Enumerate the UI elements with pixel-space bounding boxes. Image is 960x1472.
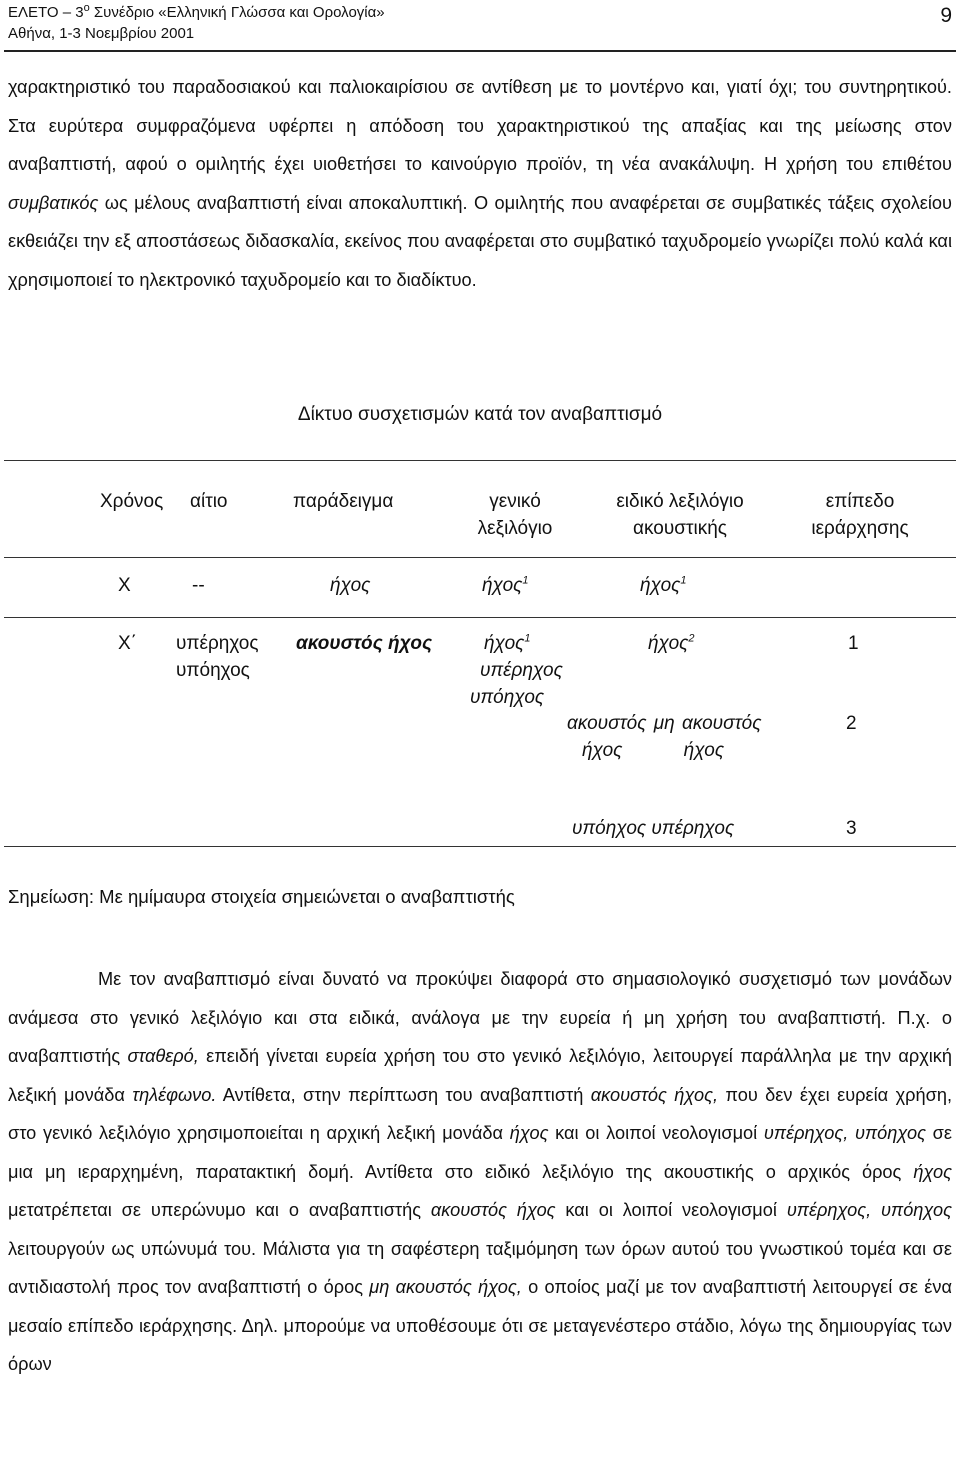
header-divider	[4, 50, 956, 52]
row-x2-special-2b: ήχος ήχος	[582, 740, 725, 761]
col-header-special-line2: ακουστικής	[633, 518, 727, 539]
row-x2-general	[470, 630, 563, 711]
row-x2-general-1: ήχος$^1$	[484, 632, 531, 654]
row-x2-level-2: 2	[846, 713, 857, 734]
row-x2-general-3: υπόηχος	[470, 687, 545, 708]
col-header-general-line1: γενικό	[489, 491, 541, 512]
row-x2-time: Χ΄	[118, 633, 137, 654]
table-header-rule	[4, 557, 956, 558]
row-x2-example: ακουστός ήχος	[296, 633, 433, 654]
col-header-level-line2: ιεράρχησης	[811, 518, 909, 539]
table-row-rule	[4, 617, 956, 618]
row-x2-level-1: 1	[848, 633, 859, 654]
page-number: 9	[940, 4, 952, 27]
col-header-time: Χρόνος	[100, 491, 164, 512]
conference-title: ΕΛΕΤΟ – $3^o$ Συνέδριο «Ελληνική Γλώσσα και Ορολογία»	[8, 2, 385, 21]
paragraph-2: Με τον αναβαπτισμό είναι δυνατό να προκύψει διαφορά στο σημασιολογικό συσχετισμό των μονάδων ανάμεσα στο γενικό λεξιλόγιο και στα ειδικά, ανάλογα με την ευρεία ή μη χρήση του αναβαπτιστή. Π.χ. ο αναβαπτιστής σταθερό, επειδή γίνεται ευρεία χρήση του στο γενικό λεξιλόγιο, λειτουργεί παράλληλα με την αρχική λεξική μονάδα τηλέφωνο. Αντίθετα, στην περίπτωση του αναβαπτιστή ακουστός ήχος, που δεν έχει ευρεία χρήση, στο γενικό λεξιλόγιο χρησιμοποιείται η αρχική λεξική μονάδα ήχος και οι λοιποί νεολογισμοί υπέρηχος, υπόηχος σε μια μη ιεραρχημένη, παρατακτική δομή. Αντίθετα στο ειδικό λεξιλόγιο της ακουστικής ο αρχικός όρος ήχος μετατρέπεται σε υπερώνυμο και ο αναβαπτιστής ακουστός ήχος και οι λοιποί νεολογισμοί υπέρηχος, υπόηχος λειτουργούν ως υπώνυμά του. Μάλιστα για τη σαφέστερη ταξιμόμηση των όρων αυτού του γνωστικού τομέα και σε αντιδιαστολή προς τον αναβαπτιστή ο όρος μη ακουστός ήχος, ο οποίος μαζί με τον αναβαπτιστή λειτουργεί σε ένα μεσαίο επίπεδο ιεράρχησης. Δηλ. μπορούμε να υποθέσουμε ότι σε μεταγενέστερο στάδιο, λόγω της δημιουργίας των όρων	[8, 969, 952, 1374]
col-header-example: παράδειγμα	[293, 491, 394, 512]
col-header-special	[592, 488, 768, 542]
row-x2-cause-2: υπόηχος	[176, 660, 250, 681]
row-x2-general-2: υπέρηχος	[480, 660, 563, 681]
row-x2-cause	[176, 630, 259, 684]
row-x-special: ήχος$^1$	[640, 574, 687, 596]
network-title: Δίκτυο συσχετισμών κατά τον αναβαπτισμό	[297, 404, 663, 425]
row-x-time: Χ	[118, 575, 131, 596]
col-header-cause: αίτιο	[190, 491, 228, 512]
col-header-special-line1: ειδικό λεξιλόγιο	[616, 491, 744, 512]
col-header-general-line2: λεξιλόγιο	[477, 518, 553, 539]
row-x-general: ήχος$^1$	[482, 574, 529, 596]
row-x2-special-2a: ακουστός μη ακουστός	[567, 713, 762, 734]
table-bottom-rule	[4, 846, 956, 847]
running-header	[8, 2, 385, 44]
paragraph-1: χαρακτηριστικό του παραδοσιακού και παλιοκαιρίσιου σε αντίθεση με το μοντέρνο και, γιατί όχι; του συντηρητικού. Στα ευρύτερα συμφραζόμενα υφέρπει η απόδοση του χαρακτηριστικού της απαξίας και της μείωσης στον αναβαπτιστή, αφού ο ομιλητής έχει υιοθετήσει το καινούργιο προϊόν, τη νέα ανακάλυψη. Η χρήση του επιθέτου συμβατικός ως μέλους αναβαπτιστή είναι αποκαλυπτική. Ο ομιλητής που αναφέρεται σε συμβατικές τάξεις σχολείου εκθειάζει την εξ αποστάσεως διδασκαλία, εκείνος που αναφέρεται στο συμβατικό ταχυδρομείο γνωρίζει πολύ καλά και χρησιμοποιεί το ηλεκτρονικό ταχυδρομείο και το διαδίκτυο.	[8, 77, 952, 290]
col-header-level	[792, 488, 928, 542]
row-x-cause: --	[192, 575, 205, 596]
row-x2-cause-1: υπέρηχος	[176, 633, 259, 654]
row-x2-level-3: 3	[846, 818, 857, 839]
table-top-rule	[4, 460, 956, 461]
table-note: Σημείωση: Με ημίμαυρα στοιχεία σημειώνεται ο αναβαπτιστής	[8, 886, 515, 907]
col-header-general	[455, 488, 575, 542]
row-x2-special-1: ήχος$^2$	[648, 632, 695, 654]
row-x-example: ήχος	[330, 575, 371, 596]
conference-date: Αθήνα, 1-3 Νοεμβρίου 2001	[8, 25, 195, 42]
row-x2-special-3: υπόηχος υπέρηχος	[572, 818, 735, 839]
col-header-level-line1: επίπεδο	[825, 491, 895, 512]
